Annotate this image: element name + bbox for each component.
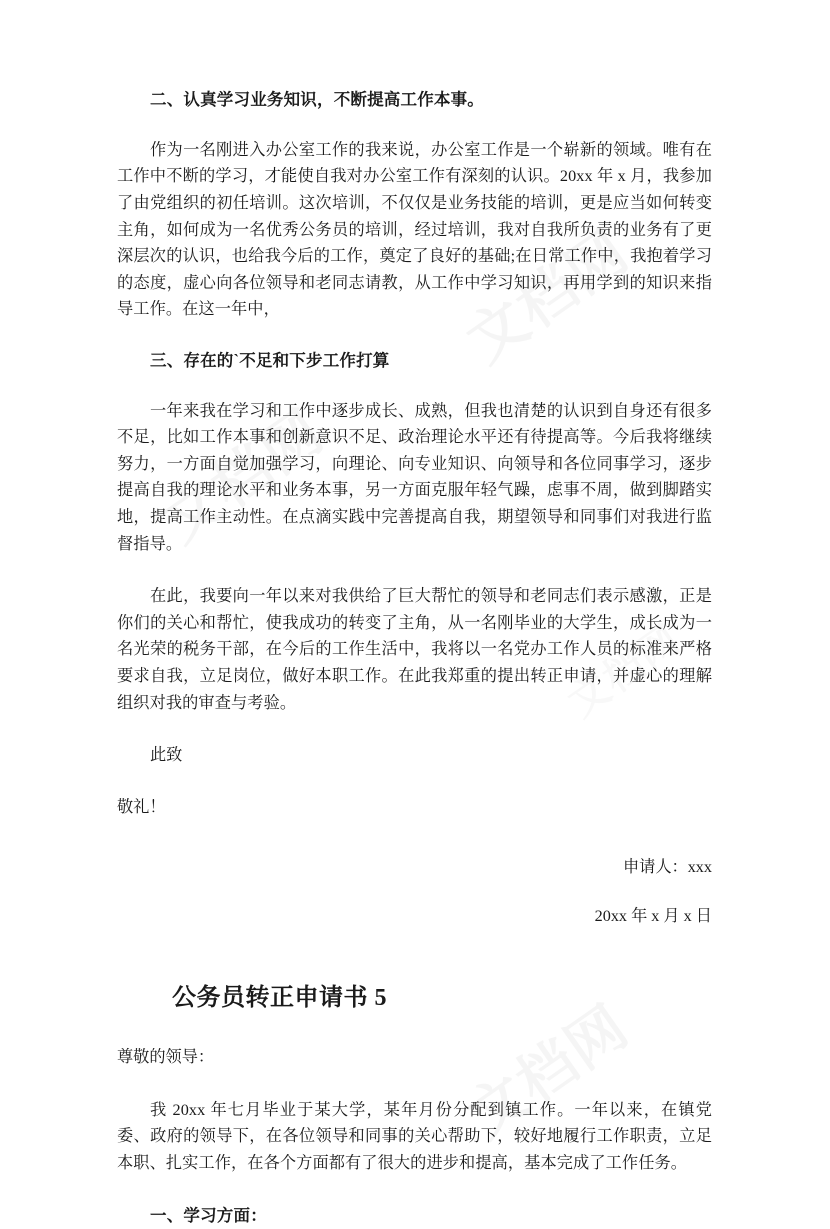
spacer [117,1176,712,1204]
spacer [117,323,712,349]
next-document-heading-one: 一、学习方面： [150,1206,267,1226]
spacer [117,1014,712,1044]
section-heading-three: 三、存在的`不足和下步工作打算 [150,350,390,370]
document-body [117,0,712,1229]
next-document-paragraph: 我 20xx 年七月毕业于某大学，某年月份分配到镇工作。一年以来，在镇党委、政府的领导下，在各位领导和同事的关心帮助下，较好地履行工作职责，立足本职、扎实工作，在各个方面都有了很大的进步和提高，基本完成了工作任务。 [117,1100,712,1172]
spacer [117,1071,712,1097]
spacer [117,374,712,398]
section-heading-two: 二、认真学习业务知识，不断提高工作本事。 [150,90,484,109]
spacer [117,930,712,982]
section-paragraph-two: 作为一名刚进入办公室工作的我来说，办公室工作是一个崭新的领域。唯有在工作中不断的学习，才能使自我对办公室工作有深刻的认识。20xx 年 x 月，我参加了由党组织的初任培训。这次培训，不仅仅是业务技能的培训，更是应当如何转变主角，如何成为一名优秀公务员的培训，经过培训，我对自我所负责的业务有了更深层次的认识，也给我今后的工作，奠定了良好的基础;在日常工作中，我抱着学习的态度，虚心向各位领导和老同志请教，从工作中学习知识，再用学到的知识来指导工作。在这一年中， [117,140,712,319]
spacer [117,881,712,903]
thanks-paragraph: 在此，我要向一年以来对我供给了巨大帮忙的领导和老同志们表示感激，正是你们的关心和帮忙，使我成功的转变了主角，从一名刚毕业的大学生，成长成为一名光荣的税务干部，在今后的工作生活中，我将以一名党办工作人员的标准来严格要求自我，立足岗位，做好本职工作。在此我郑重的提出转正申请，并虚心的理解组织对我的审查与考验。 [117,587,712,712]
closing-salute-line-2: 敬礼！ [117,797,166,816]
spacer [117,557,712,583]
closing-salute-line-1: 此致 [150,746,183,765]
section-paragraph-three: 一年来我在学习和工作中逐步成长、成熟，但我也清楚的认识到自身还有很多不足，比如工作本事和创新意识不足、政治理论水平还有待提高等。今后我将继续努力，一方面自觉加强学习，向理论、向专业知识、向领导和各位同事学习，逐步提高自我的理论水平和业务本事，另一方面克服年轻气躁，虑事不周，做到脚踏实地，提高工作主动性。在点滴实践中完善提高自我，期望领导和同事们对我进行监督指导。 [117,401,712,553]
spacer [117,769,712,794]
signature-date: 20xx 年 x 月 x 日 [594,906,712,925]
next-document-greeting: 尊敬的领导： [117,1047,215,1066]
next-document-title: 公务员转正申请书 5 [172,984,387,1011]
spacer [117,716,712,742]
spacer [117,113,712,137]
spacer [117,820,712,854]
signature-applicant: 申请人：xxx [622,858,712,877]
